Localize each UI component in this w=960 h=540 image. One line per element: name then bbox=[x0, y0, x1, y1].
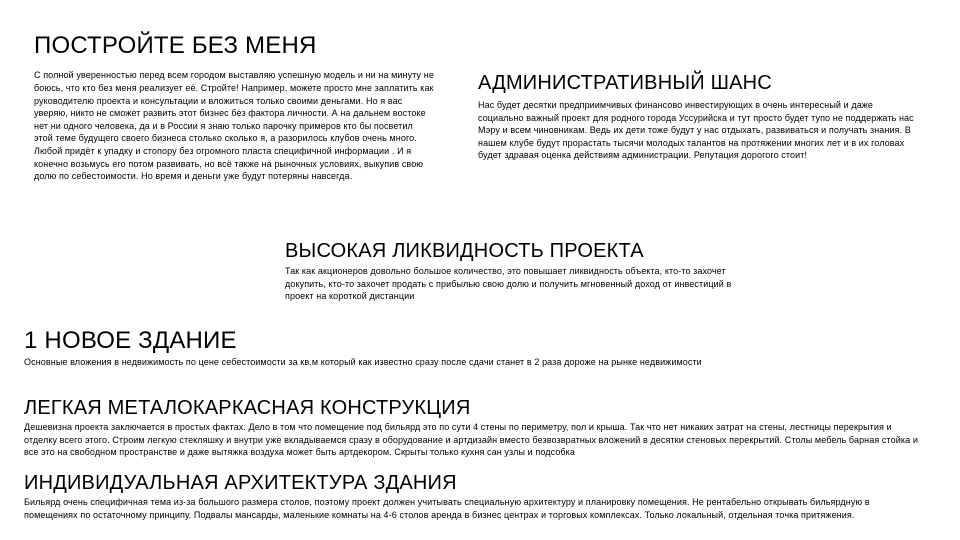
section-administrative-chance bbox=[478, 72, 918, 162]
section-text: Основные вложения в недвижимость по цене себестоимости за кв.м который как известно сразу после сдачи станет в 2 раза дороже на рынке недвижимости bbox=[24, 357, 702, 368]
section-title: 1 НОВОЕ ЗДАНИЕ bbox=[24, 327, 237, 354]
section-text: Так как акционеров довольно большое количество, это повышает ликвидность объекта, кто-то захочет докупить, кто-то захочет продать с прибылью свою долю и получить мгновенный доход от инвестиций в проект на короткой дистанции bbox=[285, 266, 732, 302]
section-metal-frame bbox=[24, 397, 924, 459]
section-new-building bbox=[24, 328, 724, 369]
section-title: АДМИНИСТРАТИВНЫЙ ШАНС bbox=[478, 72, 772, 94]
section-text: С полной уверенностью перед всем городом выставляю успешную модель и ни на минуту не боюсь, что кто без меня реализует её. Стройте! Например, можете просто мне заплатить как руководителю проекта и консультации и вложиться только своими деньгами. Но я вас уверяю, никто не сможет развить этот бизнес без фактора личности. А на дальнем востоке нет ни одного человека, да и в России я знаю только парочку примеров кто бы посветил этой теме будущего своего бизнеса столько сколько я, а разорилось клубов очень много. Любой придёт к упадку и стопору без огромного пласта специфичной информации . И я конечно возьмусь его потом развивать, но всё также на рыночных условиях, выкупив свою долю по себестоимости. Но время и деньги уже будут потеряны навсегда. bbox=[34, 70, 434, 182]
section-high-liquidity bbox=[285, 240, 745, 303]
section-title: ЛЕГКАЯ МЕТАЛОКАРКАСНАЯ КОНСТРУКЦИЯ bbox=[24, 397, 471, 419]
section-title: ИНДИВИДУАЛЬНАЯ АРХИТЕКТУРА ЗДАНИЯ bbox=[24, 472, 457, 494]
section-individual-architecture bbox=[24, 472, 924, 521]
section-text: Дешевизна проекта заключается в простых фактах. Дело в том что помещение под бильярд это по сути 4 стены по периметру, пол и крыша. Так что нет никаких затрат на стены, лестницы перекрытия и отделку всего этого. Строим легкую стекляшку и внутри уже вкладываемся сразу в оборудование и артдизайн вместо безвозвратных вложений в десятки стеновых перекрытий. Столы мебель барная стойка и все это на свободном пространстве и даже вытяжка воздуха может быть артдекором. Скрыты только кухня сан узлы и подсобка bbox=[24, 422, 918, 458]
section-title: ПОСТРОЙТЕ БЕЗ МЕНЯ bbox=[34, 32, 317, 59]
section-title: ВЫСОКАЯ ЛИКВИДНОСТЬ ПРОЕКТА bbox=[285, 240, 644, 262]
section-text: Нас будет десятки предприимчивых финансово инвестирующих в очень интересный и даже социально важный проект для родного города Уссурийска и тут просто будет тупо не поддержать нас Мэру и всем чиновникам. Ведь их дети тоже будут у нас отдыхать, развиваться и получать знания. В нашем клубе будут прорастать тысячи молодых талантов на протяжении многих лет и в их головах будет здравая оценка действиям администрации. Репутация дорогого стоит! bbox=[478, 100, 914, 161]
section-build-without-me bbox=[34, 33, 434, 183]
section-text: Бильярд очень специфичная тема из-за большого размера столов, поэтому проект должен учитывать специальную архитектуру и планировку помещения. Не рентабельно открывать бильярдную в помещениях по остаточному принципу. Подвалы мансарды, маленькие комнаты на 4-6 столов аренда в бизнес центрах и торговых комплексах. Только локальный, отдельная точка притяжения. bbox=[24, 497, 870, 520]
